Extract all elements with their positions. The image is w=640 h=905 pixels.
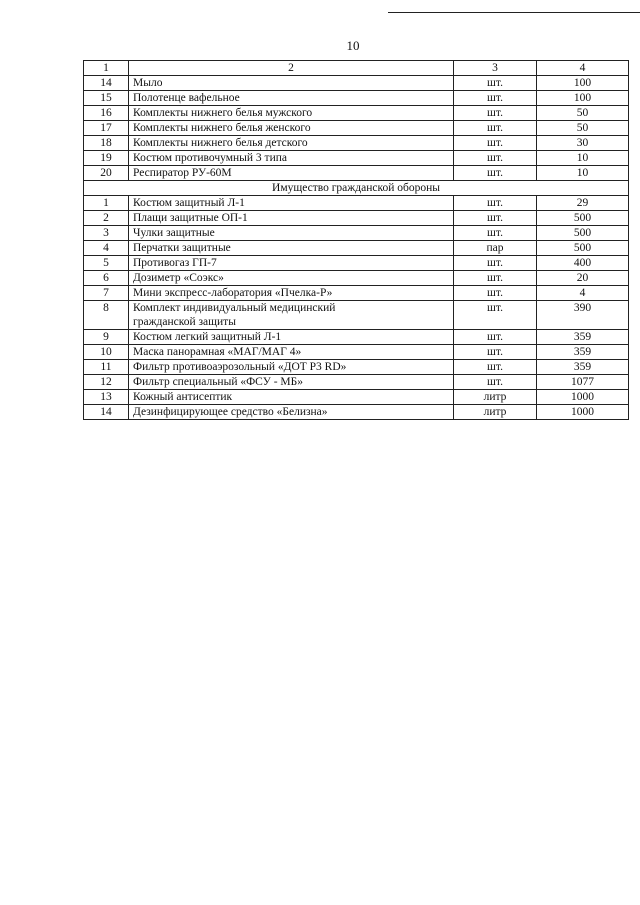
table-row (84, 301, 629, 330)
table-row (84, 256, 629, 271)
section-header-row (84, 181, 629, 196)
item-name-line: Комплект индивидуальный медицинский (133, 302, 336, 314)
item-unit: шт. (454, 256, 537, 271)
top-rule (388, 12, 640, 13)
item-name: Дозиметр «Соэкс» (129, 271, 454, 286)
item-unit: шт. (454, 166, 537, 181)
row-number: 1 (84, 196, 129, 211)
item-name: Респиратор РУ-60М (129, 166, 454, 181)
row-number: 8 (84, 301, 129, 330)
table-row (84, 76, 629, 91)
item-unit: шт. (454, 226, 537, 241)
row-number: 10 (84, 345, 129, 360)
item-quantity: 500 (537, 241, 629, 256)
item-quantity: 1077 (537, 375, 629, 390)
item-name: Комплекты нижнего белья мужского (129, 106, 454, 121)
table-row (84, 166, 629, 181)
table-row (84, 211, 629, 226)
inventory-table (83, 60, 629, 420)
item-unit: шт. (454, 271, 537, 286)
table-row (84, 196, 629, 211)
header-cell: 4 (537, 61, 629, 76)
table-row (84, 121, 629, 136)
item-unit: пар (454, 241, 537, 256)
item-unit: шт. (454, 345, 537, 360)
table-row (84, 390, 629, 405)
row-number: 13 (84, 390, 129, 405)
item-unit: шт. (454, 91, 537, 106)
row-number: 7 (84, 286, 129, 301)
table-row (84, 330, 629, 345)
row-number: 19 (84, 151, 129, 166)
item-name: Противогаз ГП-7 (129, 256, 454, 271)
row-number: 20 (84, 166, 129, 181)
row-number: 4 (84, 241, 129, 256)
item-unit: шт. (454, 211, 537, 226)
header-cell: 2 (129, 61, 454, 76)
table-row (84, 241, 629, 256)
section-title: Имущество гражданской обороны (84, 181, 629, 196)
table-row (84, 345, 629, 360)
item-unit: шт. (454, 151, 537, 166)
header-cell: 1 (84, 61, 129, 76)
item-quantity: 20 (537, 271, 629, 286)
row-number: 3 (84, 226, 129, 241)
item-unit: шт. (454, 301, 537, 330)
item-quantity: 359 (537, 345, 629, 360)
row-number: 18 (84, 136, 129, 151)
row-number: 15 (84, 91, 129, 106)
item-name (129, 301, 454, 330)
item-name: Маска панорамная «МАГ/МАГ 4» (129, 345, 454, 360)
item-quantity: 10 (537, 151, 629, 166)
table-row (84, 106, 629, 121)
item-name: Фильтр специальный «ФСУ - МБ» (129, 375, 454, 390)
item-quantity: 1000 (537, 390, 629, 405)
header-cell: 3 (454, 61, 537, 76)
table-row (84, 375, 629, 390)
item-name: Комплекты нижнего белья женского (129, 121, 454, 136)
item-name: Плащи защитные ОП-1 (129, 211, 454, 226)
item-quantity: 100 (537, 76, 629, 91)
item-quantity: 500 (537, 226, 629, 241)
row-number: 14 (84, 76, 129, 91)
item-unit: литр (454, 405, 537, 420)
item-unit: шт. (454, 106, 537, 121)
item-unit: шт. (454, 196, 537, 211)
item-quantity: 1000 (537, 405, 629, 420)
table-row (84, 226, 629, 241)
item-name: Костюм легкий защитный Л-1 (129, 330, 454, 345)
item-name: Мыло (129, 76, 454, 91)
item-quantity: 50 (537, 106, 629, 121)
row-number: 17 (84, 121, 129, 136)
item-name: Дезинфицирующее средство «Белизна» (129, 405, 454, 420)
row-number: 14 (84, 405, 129, 420)
item-unit: шт. (454, 121, 537, 136)
item-name: Полотенце вафельное (129, 91, 454, 106)
item-quantity: 359 (537, 330, 629, 345)
item-quantity: 50 (537, 121, 629, 136)
item-name: Кожный антисептик (129, 390, 454, 405)
item-quantity: 390 (537, 301, 629, 330)
item-quantity: 4 (537, 286, 629, 301)
item-name: Костюм защитный Л-1 (129, 196, 454, 211)
item-unit: шт. (454, 375, 537, 390)
item-quantity: 400 (537, 256, 629, 271)
item-unit: шт. (454, 360, 537, 375)
item-name: Костюм противочумный 3 типа (129, 151, 454, 166)
item-name: Перчатки защитные (129, 241, 454, 256)
item-name: Чулки защитные (129, 226, 454, 241)
table-row (84, 405, 629, 420)
table-row (84, 360, 629, 375)
row-number: 9 (84, 330, 129, 345)
item-unit: шт. (454, 76, 537, 91)
table-row (84, 271, 629, 286)
item-unit: шт. (454, 136, 537, 151)
item-quantity: 100 (537, 91, 629, 106)
item-quantity: 29 (537, 196, 629, 211)
row-number: 5 (84, 256, 129, 271)
table-row (84, 136, 629, 151)
item-unit: литр (454, 390, 537, 405)
table-row (84, 91, 629, 106)
item-quantity: 10 (537, 166, 629, 181)
item-name: Фильтр противоаэрозольный «ДОТ Р3 RD» (129, 360, 454, 375)
row-number: 2 (84, 211, 129, 226)
table-row (84, 151, 629, 166)
row-number: 11 (84, 360, 129, 375)
item-name-line: гражданской защиты (133, 316, 236, 328)
row-number: 6 (84, 271, 129, 286)
item-unit: шт. (454, 330, 537, 345)
item-quantity: 359 (537, 360, 629, 375)
page-number: 10 (346, 38, 360, 53)
item-unit: шт. (454, 286, 537, 301)
item-name: Мини экспресс-лаборатория «Пчелка-Р» (129, 286, 454, 301)
table-header-row (84, 61, 629, 76)
row-number: 16 (84, 106, 129, 121)
item-name: Комплекты нижнего белья детского (129, 136, 454, 151)
row-number: 12 (84, 375, 129, 390)
item-quantity: 500 (537, 211, 629, 226)
item-quantity: 30 (537, 136, 629, 151)
table-row (84, 286, 629, 301)
